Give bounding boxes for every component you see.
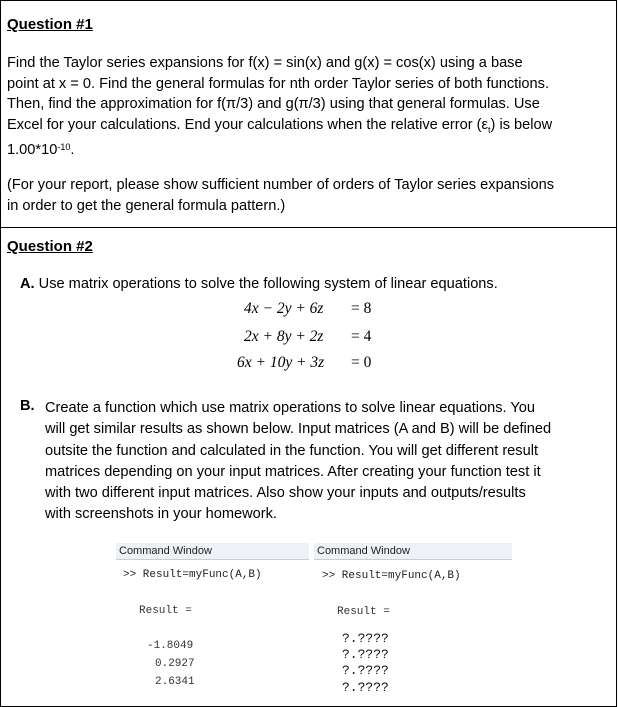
question-2-box <box>0 227 617 707</box>
question-1-box <box>0 0 617 228</box>
command-window-1-value: 2.6341 <box>155 676 195 688</box>
q2b-line-5: with two different input matrices. Also show your inputs and outputs/results <box>45 485 526 502</box>
equation-1: 4x − 2y + 6z <box>244 300 324 317</box>
question-1-body <box>7 53 607 160</box>
command-window-1-title: Command Window <box>116 543 309 560</box>
command-window-1 <box>116 543 309 700</box>
question-1-report-note <box>7 175 607 216</box>
command-window-2 <box>314 543 512 703</box>
command-window-2-result-label: Result = <box>337 606 390 618</box>
command-window-1-value: -1.8049 <box>147 640 194 652</box>
command-window-2-value: ?.???? <box>342 663 389 678</box>
q1-line-5: $1.00*10^{-10}$. <box>7 141 75 158</box>
q2b-line-3: outsite the function and calculated in the function. You will get different result <box>45 442 539 459</box>
q1-line-1: Find the Taylor series expansions for f(x) = sin(x) and g(x) = cos(x) using a base <box>7 55 523 71</box>
question-2-title: Question #2 <box>7 238 93 255</box>
equation-2-rhs: = 4 <box>351 328 372 345</box>
command-window-1-command: >> Result=myFunc(A,B) <box>123 569 262 581</box>
q1-line-3: Then, find the approximation for f(π/3) and g(π/3) using that general formulas. Use <box>7 96 540 112</box>
q1-line-4: Excel for your calculations. End your calculations when the relative error $(\varepsilon_t)$ is below <box>7 116 553 135</box>
command-window-1-result-label: Result = <box>139 605 192 617</box>
equation-3-rhs: = 0 <box>351 354 372 371</box>
q1-report-line-1: (For your report, please show sufficient number of orders of Taylor series expansions <box>7 177 554 193</box>
q2b-line-4: matrices depending on your input matrices. After creating your function test it <box>45 463 541 480</box>
q2b-line-1: Create a function which use matrix operations to solve linear equations. You <box>45 400 535 416</box>
part-a-text: Use matrix operations to solve the following system of linear equations. <box>38 276 498 292</box>
part-a-label: A. <box>20 276 35 292</box>
command-window-2-value: ?.???? <box>342 647 389 662</box>
command-window-2-title: Command Window <box>314 543 512 560</box>
equation-3: 6x + 10y + 3z <box>237 354 325 371</box>
part-b-label: B. <box>20 398 35 414</box>
q2b-line-2: will get similar results as shown below. Input matrices (A and B) will be defined <box>45 421 552 438</box>
equation-2: 2x + 8y + 2z <box>244 328 324 345</box>
question-1-title: Question #1 <box>7 16 93 33</box>
q1-line-2: point at x = 0. Find the general formulas for nth order Taylor series of both functions. <box>7 75 550 92</box>
command-window-2-value: ?.???? <box>342 631 389 646</box>
equation-1-rhs: = 8 <box>351 300 372 317</box>
part-a <box>20 276 498 292</box>
command-window-2-command: >> Result=myFunc(A,B) <box>322 570 461 582</box>
q2b-line-6: with screenshots in your homework. <box>45 506 277 523</box>
q1-report-line-2: in order to get the general formula pattern.) <box>7 197 286 214</box>
part-b-text <box>45 398 605 526</box>
command-window-2-value: ?.???? <box>342 680 389 695</box>
command-window-1-value: 0.2927 <box>155 658 195 670</box>
